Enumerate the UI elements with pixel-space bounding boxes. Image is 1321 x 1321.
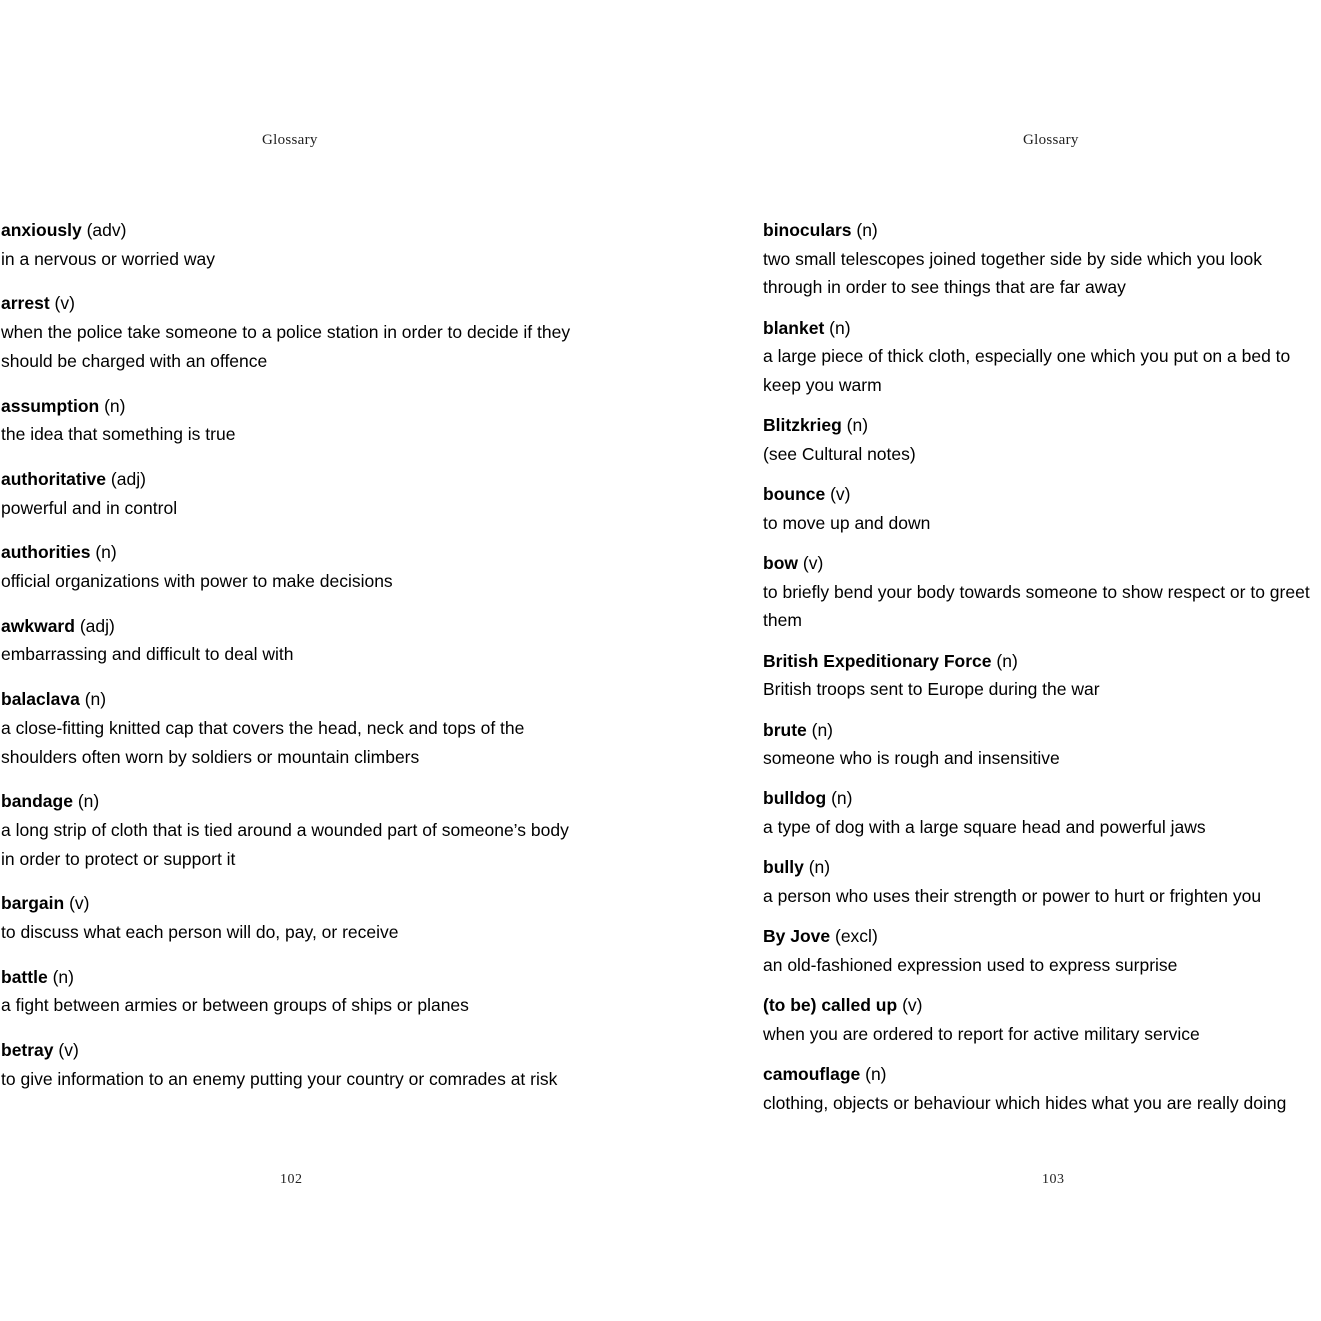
glossary-definition: in a nervous or worried way <box>1 248 215 269</box>
part-of-speech: (v) <box>802 553 824 574</box>
part-of-speech: (v) <box>58 1040 79 1061</box>
running-head: Glossary <box>1023 132 1079 148</box>
glossary-entry <box>1 612 573 669</box>
glossary-term: camouflage <box>763 1064 861 1085</box>
part-of-speech: (n) <box>808 857 831 878</box>
glossary-term: brute <box>763 719 807 740</box>
glossary-definition: someone who is rough and insensitive <box>763 748 1060 769</box>
glossary-entry <box>1 289 573 375</box>
glossary-definition: when the police take someone to a police station in order to decide if they should be charged with an offence <box>1 322 571 371</box>
glossary-entry <box>763 549 1320 635</box>
glossary-definition: a fight between armies or between groups of ships or planes <box>1 995 469 1016</box>
glossary-term: bulldog <box>763 788 827 809</box>
glossary-definition: embarrassing and difficult to deal with <box>1 644 294 665</box>
glossary-definition: a long strip of cloth that is tied around a wounded part of someone’s body in order to protect or support it <box>1 819 569 869</box>
glossary-entry <box>1 685 573 771</box>
glossary-entry <box>763 480 1320 537</box>
glossary-term: awkward <box>1 615 75 636</box>
glossary-entry <box>763 991 1320 1048</box>
glossary-entry <box>1 392 573 449</box>
glossary-definition: a person who uses their strength or power to hurt or frighten you <box>763 886 1262 907</box>
glossary-entry <box>763 784 1320 841</box>
glossary-term: battle <box>1 966 48 987</box>
part-of-speech: (v) <box>69 893 90 914</box>
part-of-speech: (n) <box>831 788 853 809</box>
glossary-entry <box>763 1060 1320 1117</box>
part-of-speech: (adj) <box>110 468 146 489</box>
part-of-speech: (n) <box>104 395 126 416</box>
glossary-term: bully <box>763 857 804 878</box>
glossary-term: binoculars <box>763 220 852 240</box>
part-of-speech: (n) <box>829 317 851 338</box>
part-of-speech: (excl) <box>835 926 878 947</box>
glossary-term: assumption <box>1 395 100 416</box>
part-of-speech: (v) <box>54 293 75 314</box>
glossary-definition: an old-fashioned expression used to express surprise <box>763 954 1178 975</box>
glossary-definition: when you are ordered to report for active military service <box>763 1023 1200 1044</box>
glossary-entry <box>1 465 573 522</box>
glossary-term: By Jove <box>763 926 831 947</box>
glossary-entry <box>1 787 573 873</box>
glossary-definition: two small telescopes joined together side by side which you look through in order to see things that are far away <box>763 248 1263 298</box>
page-number: 103 <box>1042 1172 1065 1187</box>
glossary-term: bargain <box>1 893 65 914</box>
part-of-speech: (v) <box>830 484 851 505</box>
part-of-speech: (n) <box>856 220 878 240</box>
glossary-definition: (see Cultural notes) <box>763 443 916 464</box>
right-page <box>762 0 1321 1321</box>
glossary-definition: to discuss what each person will do, pay, or receive <box>1 922 399 943</box>
glossary-term: authorities <box>1 542 91 563</box>
glossary-definition: clothing, objects or behaviour which hides what you are really doing <box>763 1092 1287 1113</box>
part-of-speech: (n) <box>77 791 100 812</box>
glossary-entry <box>1 216 573 273</box>
glossary-definition: a large piece of thick cloth, especially one which you put on a bed to keep you warm <box>763 346 1291 396</box>
part-of-speech: (n) <box>811 719 834 740</box>
glossary-term: balaclava <box>1 689 80 710</box>
glossary-definition: powerful and in control <box>1 497 178 518</box>
glossary-entry <box>1 1036 573 1093</box>
glossary-definition: to briefly bend your body towards someone to show respect or to greet them <box>763 581 1310 631</box>
glossary-term: British Expeditionary Force <box>763 650 992 671</box>
glossary-entry <box>1 963 573 1020</box>
glossary-definition: the idea that something is true <box>1 424 236 445</box>
page-number: 102 <box>280 1172 303 1187</box>
glossary-term: bandage <box>1 791 73 812</box>
glossary-term: Blitzkrieg <box>763 415 842 436</box>
glossary-entry <box>763 853 1320 910</box>
part-of-speech: (adv) <box>86 220 127 240</box>
glossary-definition: to move up and down <box>763 512 931 533</box>
glossary-term: anxiously <box>1 220 82 240</box>
glossary-term: bow <box>763 553 798 574</box>
glossary-definition: a close-fitting knitted cap that covers the head, neck and tops of the shoulders often worn by soldiers or mountain climbers <box>1 717 525 767</box>
glossary-entry <box>1 889 573 946</box>
glossary-definition: official organizations with power to make decisions <box>1 571 393 592</box>
running-head: Glossary <box>262 132 318 148</box>
glossary-term: blanket <box>763 317 825 338</box>
glossary-definition: a type of dog with a large square head and powerful jaws <box>763 817 1206 838</box>
glossary-term: arrest <box>1 293 50 314</box>
glossary-entry <box>763 922 1320 979</box>
part-of-speech: (v) <box>902 995 923 1016</box>
glossary-term: bounce <box>763 484 826 505</box>
glossary-entry <box>763 716 1320 773</box>
glossary-list <box>763 216 1320 1129</box>
glossary-definition: to give information to an enemy putting your country or comrades at risk <box>1 1068 558 1089</box>
left-page <box>0 0 580 1321</box>
part-of-speech: (n) <box>996 650 1018 671</box>
part-of-speech: (n) <box>84 689 107 710</box>
glossary-entry <box>763 216 1320 302</box>
part-of-speech: (n) <box>95 542 117 563</box>
glossary-term: betray <box>1 1040 54 1061</box>
glossary-term: authoritative <box>1 468 107 489</box>
part-of-speech: (n) <box>52 966 74 987</box>
glossary-entry <box>763 411 1320 468</box>
glossary-term: (to be) called up <box>763 995 898 1016</box>
part-of-speech: (n) <box>846 415 869 436</box>
part-of-speech: (adj) <box>79 615 115 636</box>
glossary-list <box>1 216 573 1110</box>
glossary-definition: British troops sent to Europe during the war <box>763 679 1100 700</box>
glossary-entry <box>1 538 573 595</box>
glossary-entry <box>763 647 1320 704</box>
glossary-entry <box>763 314 1320 400</box>
part-of-speech: (n) <box>865 1064 887 1085</box>
